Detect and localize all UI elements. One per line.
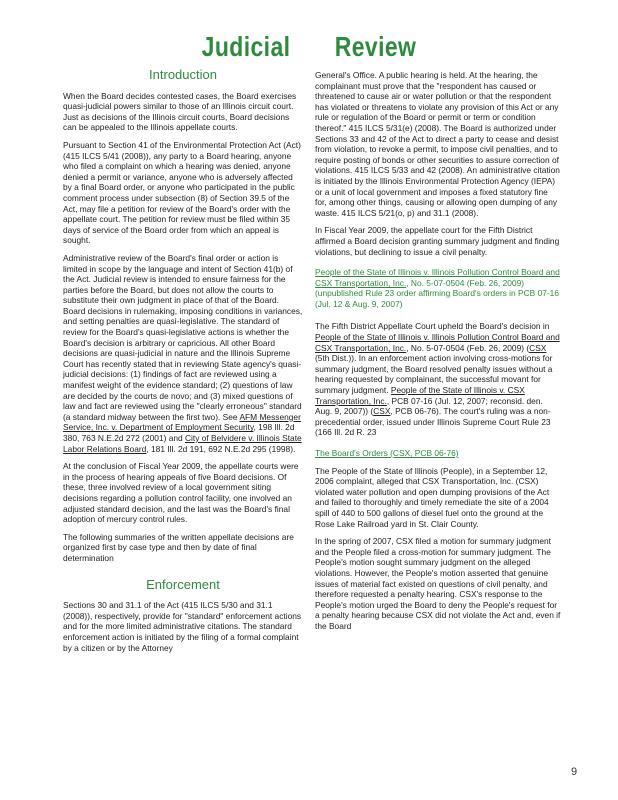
introduction-heading: Introduction <box>149 67 217 82</box>
intro-paragraph-1: When the Board decides contested cases, the Board exercises quasi-judicial powers similar to those of an Illinois circuit court. Just as decisions of the Illinois circuit courts, Board decisions can be appealed to the Illinois appellate courts. <box>63 90 297 133</box>
right-paragraph-4 <box>315 321 561 438</box>
right-paragraph-2: In Fiscal Year 2009, the appellate court for the Fifth District affirmed a Board decision granting summary judgment and finding violations, but declining to issue a civil penalty. <box>315 225 560 257</box>
case-link-people-v-ipcb[interactable]: People of the State of Illinois v. Illinois Pollution Control Board and CSX Transportation, Inc. <box>315 267 560 288</box>
page-number: 9 <box>571 766 578 778</box>
board-orders-heading-text: The Board's Orders (CSX, PCB 06-76) <box>315 448 459 458</box>
case-citation-belvidere[interactable]: City of Belvidere v. Illinois State Labor Relations Board <box>63 433 302 454</box>
right-paragraph-5: The People of the State of Illinois (People), in a September 12, 2006 complaint, alleged that CSX Transportation, Inc. (CSX) violated water pollution and open dumping provisions of the Act and failed to thoroughly and timely remediate the site of a 2004 spill of 440 to 500 gallons of diesel fuel onto the ground at the Rose Lake Railroad yard in St. Clair County. <box>315 465 550 529</box>
csx-short-cite-1[interactable]: CSX <box>529 342 547 353</box>
right-column <box>315 70 561 639</box>
enforcement-summary-text: (5th Dist.)). In an enforcement action involving cross-motions for summary judgment, the Board resolved penalty issues without a hearing requested by complainant, the successful movant for summary judgment. <box>315 353 553 396</box>
enforcement-paragraph: Sections 30 and 31.1 of the Act (415 ILCS 5/30 and 31.1 (2008)), respectively, provide for "standard" enforcement actions and for the more limited administrative citations. The standard enforcement action is initiated by the filing of a formal complaint by a citizen or by the Attorney <box>63 600 302 653</box>
case-citation-people-v-ipcb[interactable]: People of the State of Illinois v. Illinois Pollution Control Board and CSX Transportation, Inc. <box>315 332 560 353</box>
enforcement-heading: Enforcement <box>146 576 220 592</box>
case-citation-people-v-csx[interactable]: People of the State of Illinois v. CSX Transportation, Inc. <box>315 385 525 406</box>
intro-paragraph-4: At the conclusion of Fiscal Year 2009, the appellate courts were in the process of hearing appeals of five Board decisions. Of these, three involved review of a local government siting decisions regarding a pollution control facility, one involved an adjusted standard decision, and the last was the Board's final adoption of mercury control rules. <box>63 461 299 525</box>
left-column <box>63 67 303 660</box>
belvidere-citation-text: , 181 Ill. 2d 191, 692 N.E.2d 295 (1998). <box>146 443 296 454</box>
case-citation-afm[interactable]: AFM Messenger Service, Inc. v. Department of Employment Security <box>63 411 301 433</box>
case-summary-link-block <box>315 267 561 309</box>
afm-citation-text: , 198 Ill. 2d 380, 763 N.E.2d 272 (2001) and <box>63 422 295 443</box>
appellate-citation-text: , No. 5-07-0504 (Feb. 26, 2009) ( <box>406 342 530 353</box>
intro-paragraph-3 <box>63 253 303 454</box>
title-word-judicial: Judicial <box>201 31 291 62</box>
right-paragraph-1: General's Office. A public hearing is held. At the hearing, the complainant must prove that the "respondent has caused or threatened to cause air or water pollution or that the respondent has violated or threatens to violate any provision of this Act or any rule or regulation of the Board or permit or term or condition thereof." 415 ILCS 5/31(e) (2008). The Board is authorized under Sections 33 and 42 of the Act to direct a party to cease and desist from violation, to revoke a permit, to impose civil penalties, and to require posting of bonds or other securities to assure correction of violations. 415 ILCS 5/33 and 42 (2008). An administrative citation is initiated by the Illinois Environmental Protection Agency (IEPA) or a unit of local government and imposes a fixed statutory fine for, among other things, causing or allowing open dumping of any waste. 415 ILCS 5/21(o, p) and 31.1 (2008). <box>315 70 560 218</box>
review-standard-text: Administrative review of the Board's final order or action is limited in scope by the language and intent of Section 41(b) of the Act. Judicial review is intended to ensure fairness for the parties before the Board, but does not allow the courts to substitute their own judgment in place of that of the Board. Board decisions in rulemaking, imposing conditions in variances, and setting penalties are quasi-legislative. The standard of review for the Board's quasi-legislative actions is whether the Board's decision is arbitrary or capricious. All other Board decisions are quasi-judicial in nature and the Illinois Supreme Court has recently stated that in reviewing State agency's quasi-judicial decisions: (1) findings of fact are reviewed using a manifest weight of the evidence standard; (2) questions of law are decided by the courts de novo; and (3) mixed questions of law and fact are reviewed using the "clearly erroneous" standard (a standard midway between the first two). See <box>63 252 303 422</box>
intro-paragraph-5: The following summaries of the written appellate decisions are organized first by case type and then by date of final determination <box>63 531 294 563</box>
intro-paragraph-2: Pursuant to Section 41 of the Environmental Protection Act (Act) (415 ILCS 5/41 (2008)), any party to a Board hearing, anyone who filed a complaint on which a hearing was denied, anyone denied a permit or variance, anyone who is adversely affected by a final Board order, or anyone who participated in the public comment process under subsection (8) of Section 39.5 of the Act, may file a petition for review of the Board's order with the appellate court. The petition for review must be filed within 35 days of service of the Board order from which an appeal is sought. <box>63 139 301 246</box>
appellate-upheld-text: The Fifth District Appellate Court upheld the Board's decision in <box>315 321 550 332</box>
case-link-rest: , No. 5-07-0504 (Feb. 26, 2009) (unpublished Rule 23 order affirming Board's orders in PCB 07-16 (Jul. 12 & Aug. 9, 2007) <box>315 277 559 309</box>
title-word-review: Review <box>334 31 417 62</box>
csx-short-cite-2[interactable]: CSX <box>373 406 391 417</box>
right-paragraph-6: In the spring of 2007, CSX filed a motion for summary judgment and the People filed a cross-motion for summary judgment. The People's motion sought summary judgment on the alleged violations. However, the People's motion asserted that genuine issues of material fact existed on questions of civil penalty, and therefore requested a penalty hearing. CSX's response to the People's motion urged the Board to deny the People's request for a penalty hearing because CSX did not violate the Act and, even if the Board <box>315 536 561 631</box>
rule-23-text: , PCB 06-76). The court's ruling was a non-precedential order, issued under Illinois Supreme Court Rule 23 (166 Ill. 2d R. 23 <box>315 406 551 438</box>
pcb-citation-text: , PCB 07-16 (Jul. 12, 2007; reconsid. den. Aug. 9, 2007)) ( <box>315 395 543 417</box>
page-title <box>56 31 563 63</box>
board-orders-heading <box>315 448 561 459</box>
